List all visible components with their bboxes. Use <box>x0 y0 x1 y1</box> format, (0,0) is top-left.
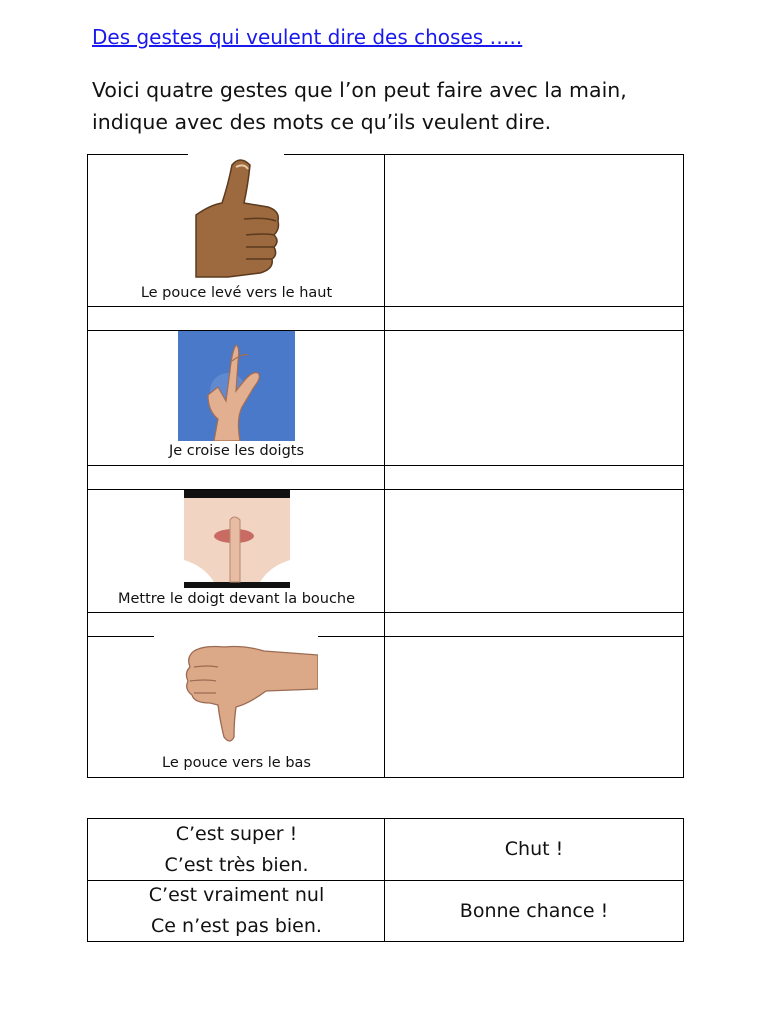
choice-bonne-chance <box>384 880 684 942</box>
thumbs-down-icon <box>154 637 318 745</box>
instructions-line-1: Voici quatre gestes que l’on peut faire avec la main, <box>92 78 627 102</box>
choice-nul <box>87 880 385 942</box>
gesture-cell-4 <box>87 636 385 778</box>
gesture-table <box>87 154 684 778</box>
gesture-caption-1: Le pouce levé vers le haut <box>140 285 333 301</box>
choice-nul-line-2: Ce n’est pas bien. <box>151 915 322 937</box>
gesture-caption-3: Mettre le doigt devant la bouche <box>117 591 356 607</box>
answer-choices-table <box>87 818 684 942</box>
choice-super-line-2: C’est très bien. <box>164 853 309 876</box>
instructions <box>92 74 712 138</box>
choice-chut <box>384 818 684 880</box>
answer-box-4[interactable] <box>384 636 684 778</box>
gesture-cell-2 <box>87 330 385 465</box>
gesture-cell-1 <box>87 154 385 306</box>
answer-box-1[interactable] <box>384 154 684 306</box>
choice-chut-label: Chut ! <box>504 838 564 860</box>
spacer-row-1 <box>87 306 385 330</box>
page-title[interactable]: Des gestes qui veulent dire des choses ….. <box>92 25 523 49</box>
choice-super-line-1: C’est super ! <box>175 822 298 845</box>
gesture-caption-4: Le pouce vers le bas <box>162 755 311 771</box>
answer-box-3[interactable] <box>384 489 684 612</box>
instructions-line-2: indique avec des mots ce qu’ils veulent dire. <box>92 110 552 134</box>
choice-nul-line-1: C’est vraiment nul <box>148 884 325 906</box>
spacer-row-3-right <box>384 612 684 636</box>
thumbs-up-icon <box>188 155 284 281</box>
crossed-fingers-icon <box>178 331 295 441</box>
answer-box-2[interactable] <box>384 330 684 465</box>
spacer-row-1-right <box>384 306 684 330</box>
spacer-row-2 <box>87 465 385 489</box>
choice-super <box>87 818 385 880</box>
gesture-caption-2: Je croise les doigts <box>168 443 305 459</box>
choice-bonne-chance-label: Bonne chance ! <box>459 899 609 922</box>
spacer-row-2-right <box>384 465 684 489</box>
finger-on-lips-icon <box>184 490 290 588</box>
spacer-row-3 <box>87 612 385 636</box>
gesture-cell-3 <box>87 489 385 612</box>
